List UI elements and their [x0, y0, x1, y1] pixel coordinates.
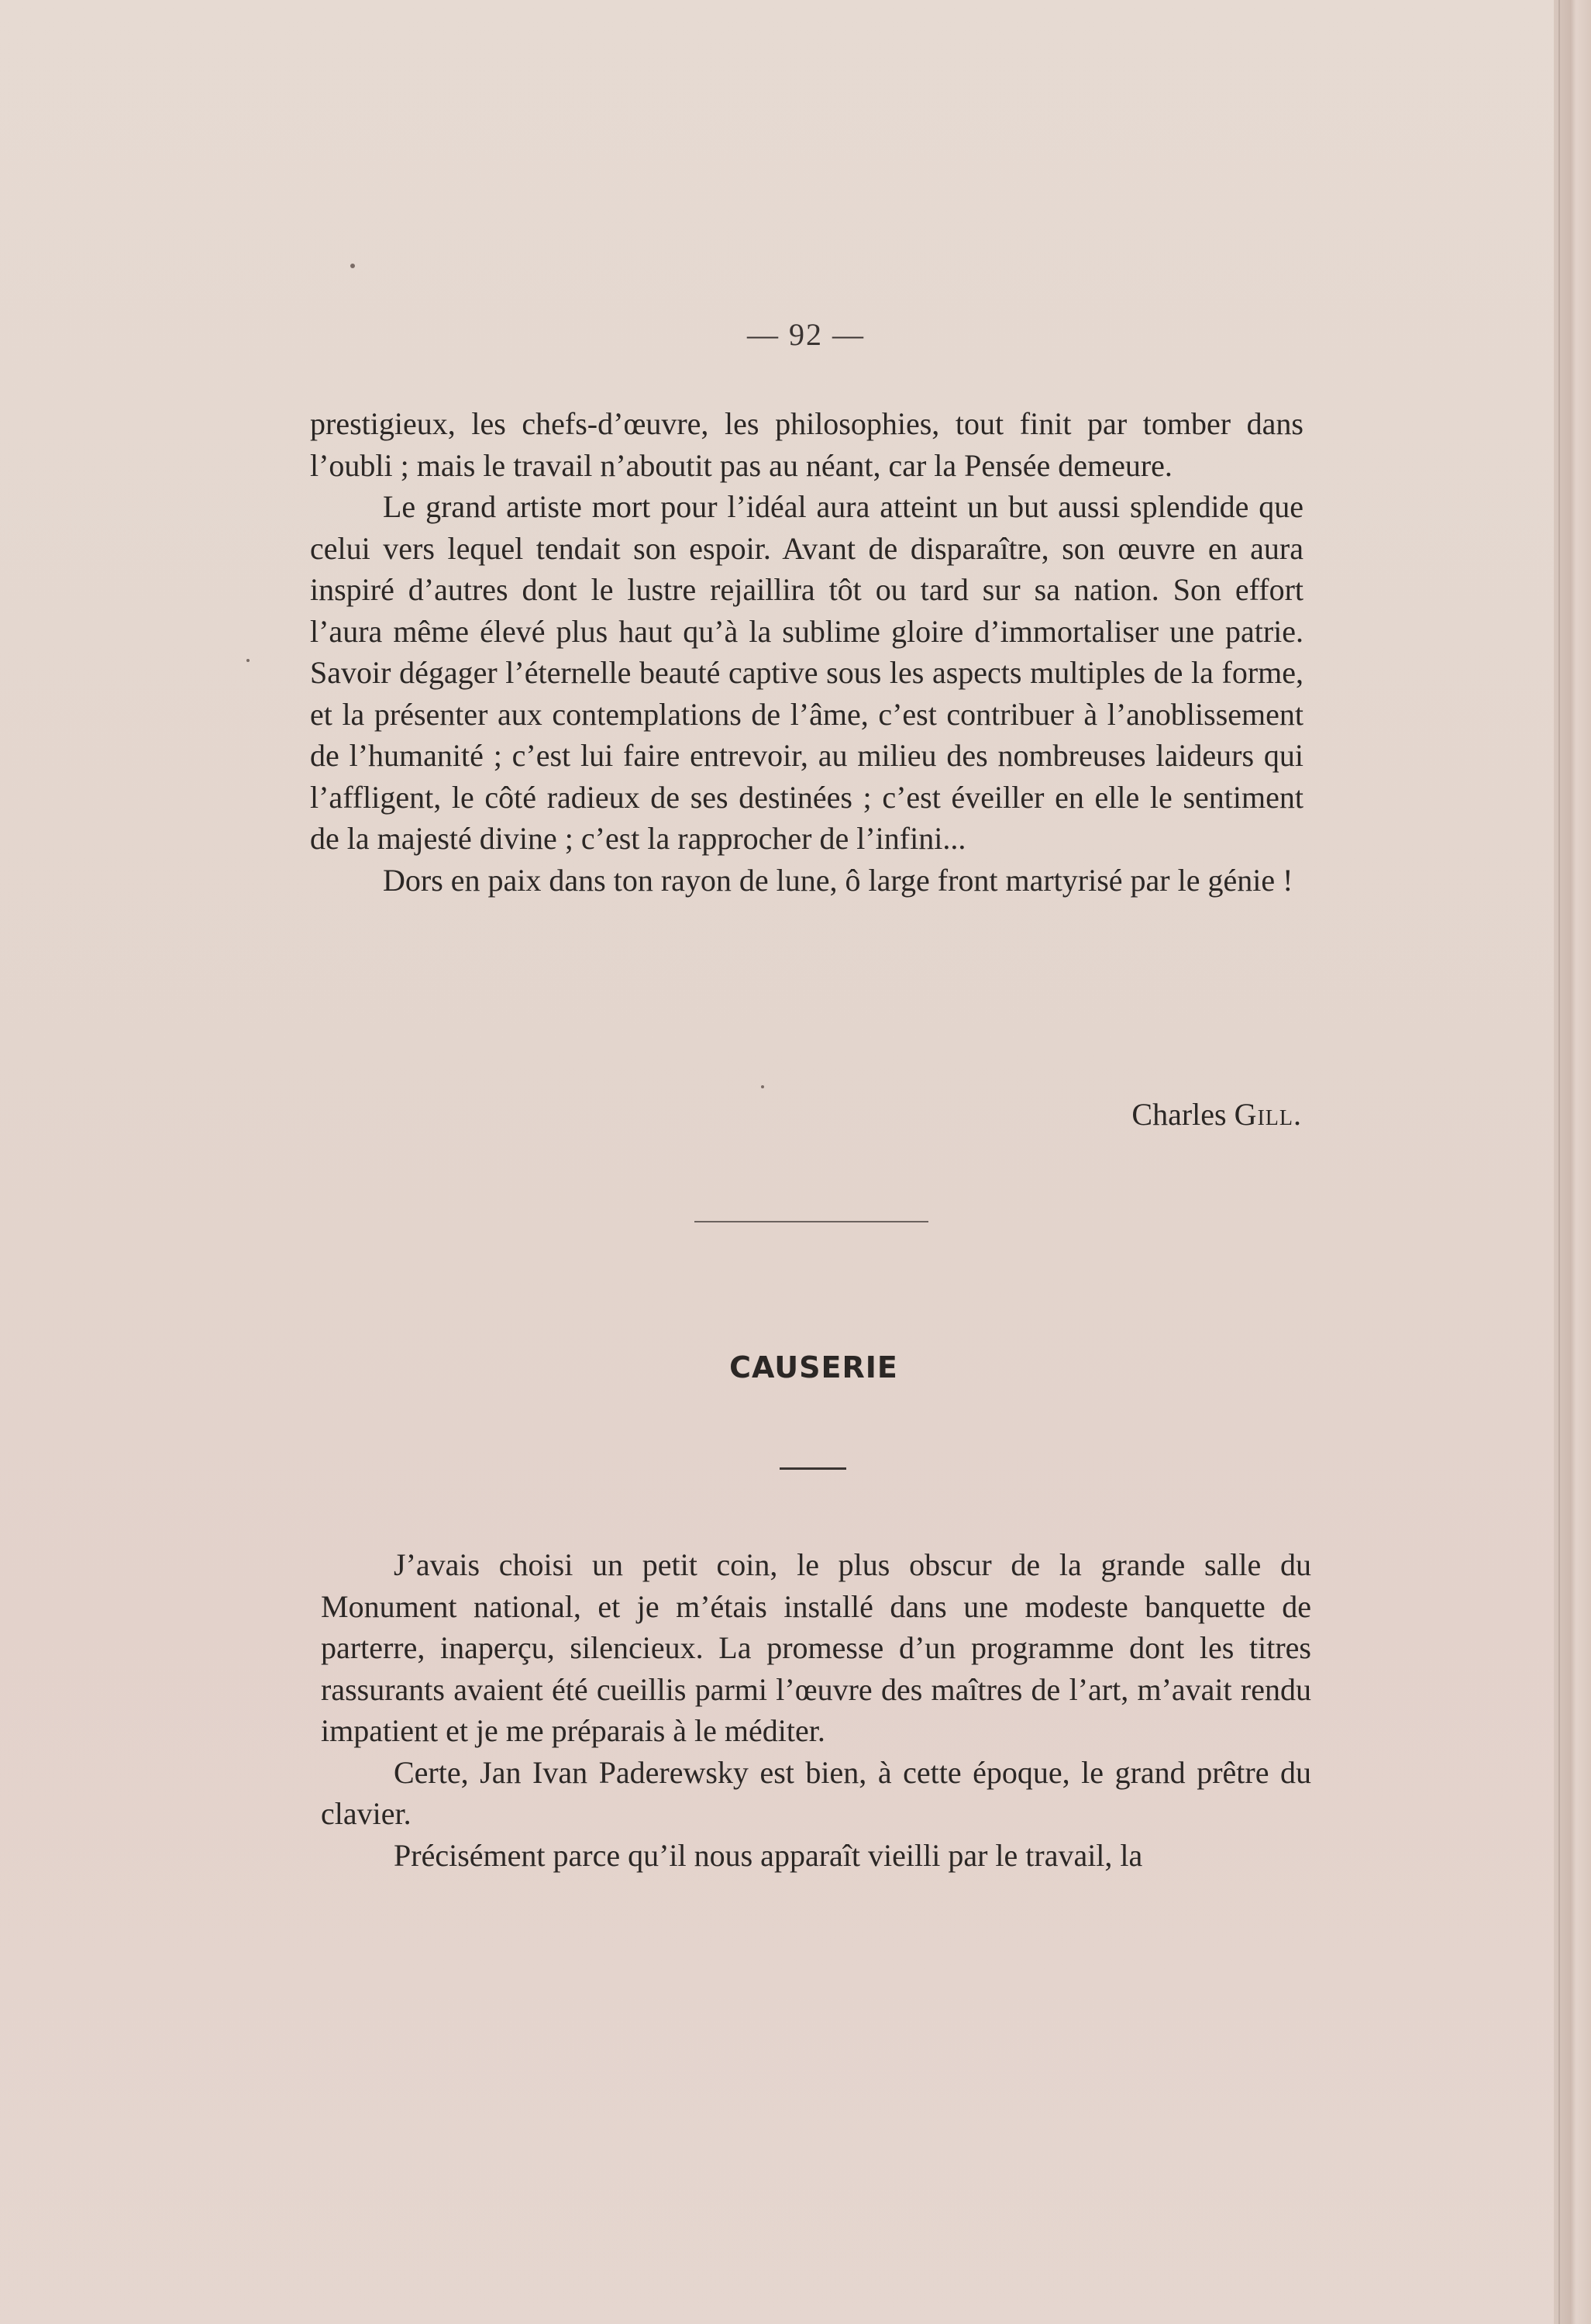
- author-last-name: Gill.: [1234, 1097, 1302, 1132]
- paper-speck: [350, 264, 355, 268]
- author-signature: [1069, 1096, 1302, 1133]
- paragraph: Dors en paix dans ton rayon de lune, ô large front martyrisé par le génie !: [383, 862, 1293, 898]
- paper-speck: [761, 1085, 764, 1088]
- section-title: CAUSERIE: [729, 1350, 898, 1384]
- paragraph: Le grand artiste mort pour l’idéal aura atteint un but aussi splendide que celui vers lequel tendait son espoir. Avant de disparaître, son œuvre en aura inspiré d’autres dont le lustre rejaillira tôt ou tard sur sa nation. Son effort l’aura même élevé plus haut qu’à la sublime gloire d’immortaliser une patrie. Savoir dégager l’éternelle beauté captive sous les aspects multiples de la forme, et la présenter aux contemplations de l’âme, c’est contribuer à l’anoblissement de l’humanité ; c’est lui faire entrevoir, au milieu des nombreuses laideurs qui l’affligent, le côté radieux de ses destinées ; c’est éveiller en elle le sentiment de la majesté divine ; c’est la rapprocher de l’infini...: [310, 489, 1303, 856]
- causerie-body: [321, 1544, 1311, 1876]
- page-number: — 92 —: [747, 317, 865, 352]
- title-underline: [780, 1467, 846, 1470]
- paper-speck: [246, 659, 250, 662]
- author-first-name: Charles: [1131, 1097, 1227, 1132]
- paragraph: Précisément parce qu’il nous apparaît vieilli par le travail, la: [394, 1837, 1143, 1873]
- article-continuation: [310, 403, 1303, 901]
- paragraph: J’avais choisi un petit coin, le plus obscur de la grande salle du Monument national, et je m’étais installé dans une modeste banquette de parterre, inaperçu, silencieux. La promesse d’un programme dont les titres rassurants avaient été cueillis parmi l’œuvre des maîtres de l’art, m’avait rendu impatient et je me préparais à le méditer.: [321, 1547, 1311, 1748]
- section-divider: [694, 1221, 928, 1222]
- paragraph: prestigieux, les chefs-d’œuvre, les philosophies, tout finit par tomber dans l’oubli ; mais le travail n’aboutit pas au néant, car la Pensée demeure.: [310, 406, 1303, 483]
- paragraph: Certe, Jan Ivan Paderewsky est bien, à cette époque, le grand prêtre du clavier.: [321, 1754, 1311, 1831]
